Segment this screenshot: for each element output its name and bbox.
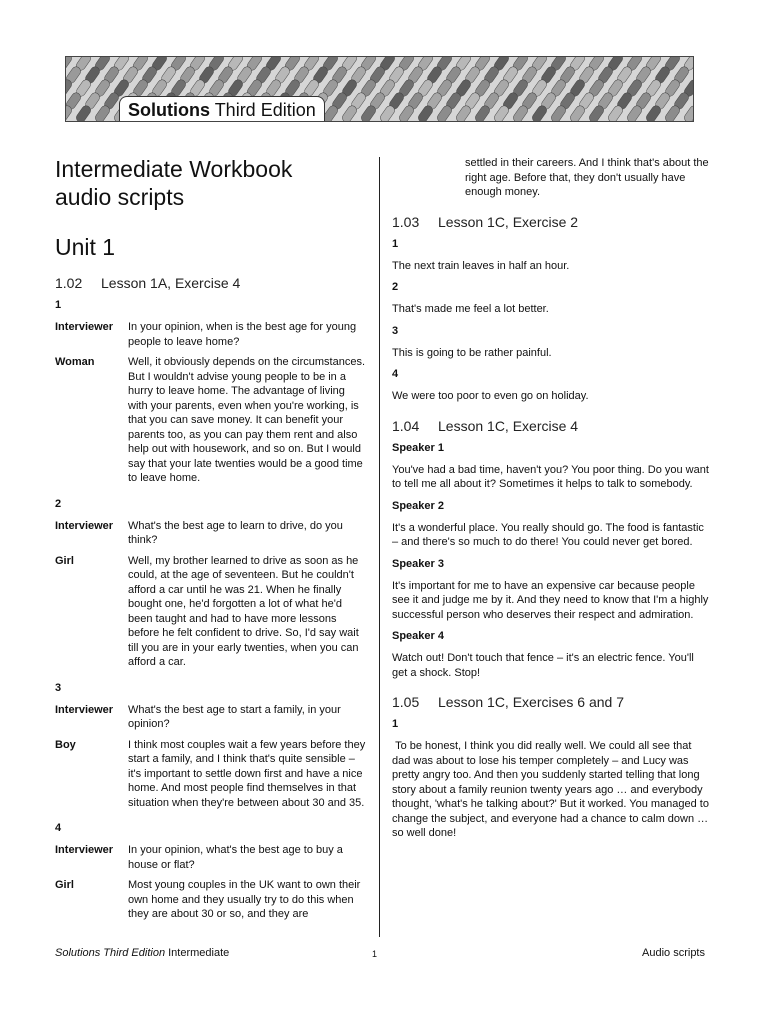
track-label: Lesson 1A, Exercise 4 (101, 275, 241, 291)
part-number: 1 (55, 299, 62, 311)
speaker-label: Speaker 2 (392, 499, 444, 512)
sentence-text: This is going to be rather painful. (392, 346, 552, 359)
right-column (392, 156, 712, 849)
speaker-label: Speaker 3 (392, 557, 444, 570)
speaker-text: It's a wonderful place. You really should go. The food is fantastic – and there's so much to do there! You could never get bored. (392, 521, 704, 548)
track-heading-1-04 (392, 418, 712, 434)
track-number: 1.03 (392, 213, 420, 230)
speaker-text: It's important for me to have an expensive car because people see it and judge me by it. And they need to know that I'm a highly successful person who deserves their respect and admiration. (392, 579, 709, 621)
continued-text: settled in their careers. And I think that's about the right age. Before that, they don't usually have enough money. (465, 157, 709, 198)
dialogue-text: In your opinion, when is the best age for young people to leave home? (128, 321, 357, 348)
speaker-label: Speaker 1 (392, 441, 444, 454)
dialogue-row (55, 703, 367, 732)
speaker-name: Interviewer (55, 844, 114, 856)
left-column (55, 150, 367, 928)
track-heading-1-02 (55, 275, 367, 291)
page-footer (55, 947, 705, 961)
dialogue-row (55, 554, 367, 670)
sentence-number: 1 (392, 237, 399, 250)
column-divider (379, 157, 380, 937)
sentence-number: 2 (392, 281, 399, 293)
footer-right: Audio scripts (642, 947, 705, 959)
track-label: Lesson 1C, Exercise 2 (438, 213, 579, 230)
track-number: 1.02 (55, 275, 83, 291)
sentence-number: 4 (392, 368, 399, 380)
speaker-label: Speaker 4 (392, 630, 444, 642)
dialogue-text: What's the best age to learn to drive, do you think? (128, 519, 343, 546)
speaker-name: Girl (55, 879, 74, 891)
brand-title (119, 96, 325, 122)
track-heading-1-03 (392, 214, 712, 230)
speaker-text: Watch out! Don't touch that fence – it's an electric fence. You'll get a shock. Stop! (392, 652, 694, 679)
brand-edition: Third Edition (214, 100, 316, 120)
sentence-text: The next train leaves in half an hour. (392, 259, 570, 272)
dialogue-row (55, 878, 367, 922)
dialogue-text: Well, it obviously depends on the circumstances. But I wouldn't advise young people to be in a hurry to leave home. The advantage of living with your parents, even when you're working, is that you can save money. It can benefit your parents too, as you can pay them rent and also help out with housework, and so on. But I would say that your late twenties would be a good time to leave home. (128, 356, 366, 484)
dialogue-row (55, 355, 367, 486)
track-heading-1-05 (392, 694, 712, 710)
speaker-name: Girl (55, 554, 74, 567)
dialogue-text: I think most couples wait a few years before they start a family, and I think that's quite sensible – it's important to settle down first and have a nice home. And most people find themselves in that situation when they're between about 30 and 35. (128, 738, 366, 809)
dialogue-text: Most young couples in the UK want to own their own home and they usually try to do this when they are about 30 or so, and they are (128, 879, 361, 920)
brand-bold: Solutions (128, 100, 210, 120)
dialogue-row (55, 519, 367, 548)
speaker-name: Woman (55, 356, 95, 368)
document-title: Intermediate Workbook audio scripts (55, 156, 293, 210)
footer-left (55, 947, 229, 959)
speaker-name: Interviewer (55, 703, 114, 716)
sentence-text: We were too poor to even go on holiday. (392, 390, 589, 402)
dialogue-text: What's the best age to start a family, in your opinion? (128, 703, 341, 730)
header-banner (65, 56, 694, 122)
dialogue-row (55, 738, 367, 811)
footer-level: Intermediate (165, 947, 230, 959)
dialogue-row (55, 320, 367, 349)
speaker-name: Interviewer (55, 519, 114, 532)
sentence-number: 3 (392, 324, 399, 337)
part-number: 3 (55, 681, 62, 694)
speaker-name: Boy (55, 738, 76, 751)
dialogue-row (55, 843, 367, 872)
dialogue-text: Well, my brother learned to drive as soon as he could, at the age of seventeen. But he couldn't afford a car until he was 21. When he finally bought one, he'd forgotten a lot of what he'd been taught and had to have more lessons before he felt confident to drive. So, I'd say wait till you are in your early twenties, when you can afford a car. (128, 554, 359, 668)
footer-series: Solutions Third Edition (55, 947, 166, 959)
track-label: Lesson 1C, Exercises 6 and 7 (438, 694, 624, 710)
speaker-text: You've had a bad time, haven't you? You poor thing. Do you want to tell me all about it? Sometimes it helps to talk to somebody. (392, 463, 709, 490)
track-label: Lesson 1C, Exercise 4 (438, 417, 579, 434)
part-number: 4 (55, 822, 62, 834)
track-number: 1.04 (392, 417, 420, 434)
sentence-text: That's made me feel a lot better. (392, 303, 549, 315)
monologue-text: To be honest, I think you did really well. We could all see that dad was about to lose his temper completely – and Lucy was pretty angry too. And then you suddenly started telling that long story about a family reunion twenty years ago … and everybody thought, 'what's he talking about?' But it worked. You managed to change the subject, and everyone had a chance to calm down … so well done! (392, 740, 713, 839)
speaker-name: Interviewer (55, 321, 114, 333)
part-number: 2 (55, 497, 62, 510)
unit-title: Unit 1 (55, 234, 116, 260)
part-number: 1 (392, 718, 399, 730)
dialogue-text: In your opinion, what's the best age to buy a house or flat? (128, 844, 343, 871)
track-number: 1.05 (392, 694, 420, 710)
page-number: 1 (372, 949, 378, 959)
